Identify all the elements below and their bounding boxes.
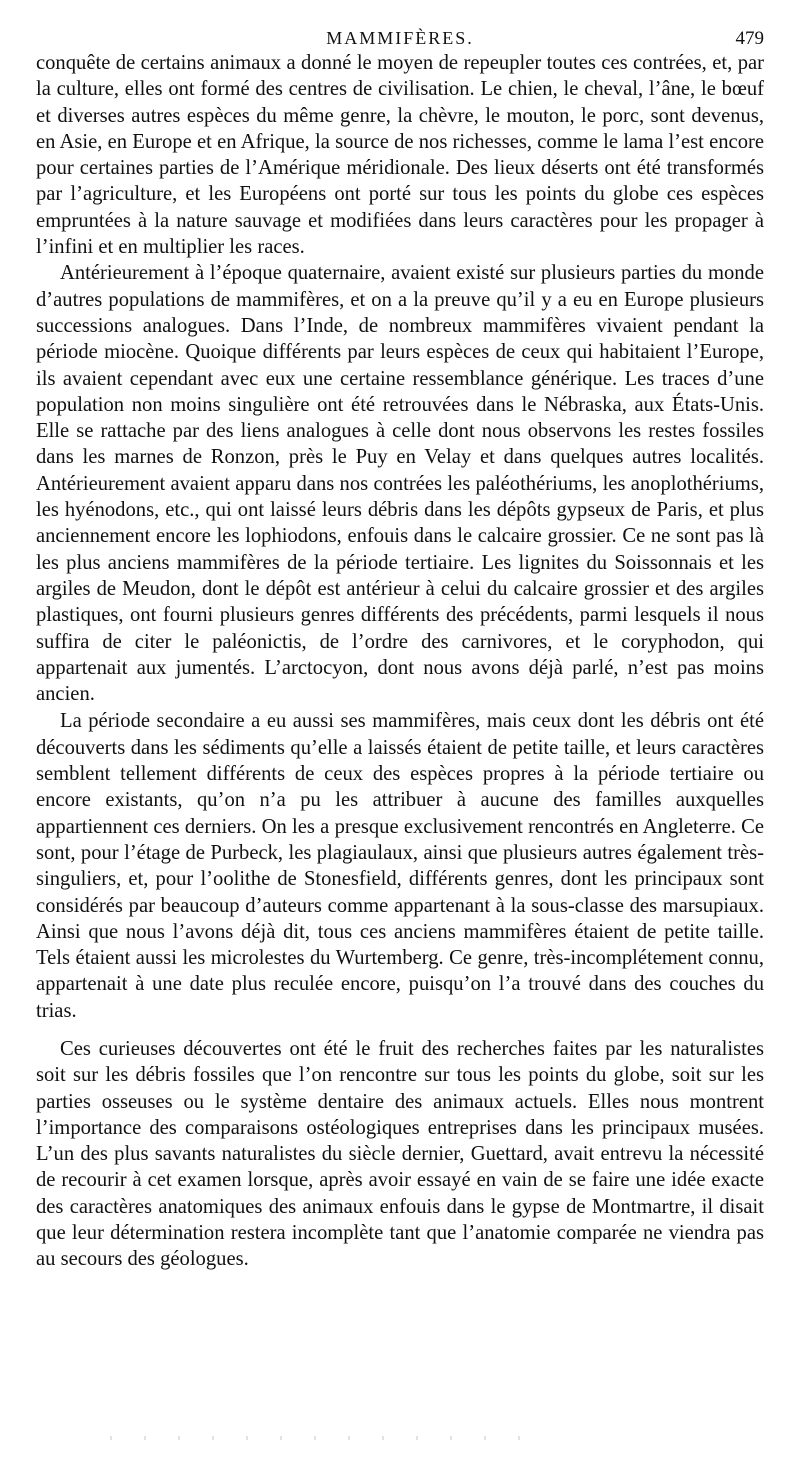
running-title: MAMMIFÈRES. (326, 28, 474, 48)
paragraph-quaternary: Antérieurement à l’époque quaternaire, avaient existé sur plusieurs parties du monde d’autres populations de mammifères, et on a la preuve qu’il y a eu en Europe plusieurs successions analogues. Dans l’Inde, de nombreux mammifères vivaient pendant la période miocène. Quoique différents par leurs espèces de ceux qui habitaient l’Europe, ils avaient cependant avec eux une certaine ressemblance générique. Les traces d’une population non moins singulière ont été retrouvées dans le Nébraska, aux États-Unis. Elle se rattache par des liens analogues à celle dont nous observons les restes fossiles dans les marnes de Ronzon, près le Puy en Velay et dans quelques autres localités. Antérieurement avaient apparu dans nos contrées les paléothériums, les anoplothériums, les hyénodons, etc., qui ont laissé leurs débris dans les dépôts gypseux de Paris, et plus anciennement encore les lophiodons, enfouis dans le calcaire grossier. Ce ne sont pas là les plus anciens mammifères de la période tertiaire. Les lignites du Soissonnais et les argiles de Meudon, dont le dépôt est antérieur à celui du calcaire grossier et des argiles plastiques, ont fourni plusieurs genres différents des précédents, parmi lesquels il nous suffira de citer le paléonictis, de l’ordre des carnivores, et le coryphodon, qui appartenait aux jumentés. L’arctocyon, dont nous avons déjà parlé, n’est pas moins ancien. (36, 262, 764, 706)
book-page (36, 0, 764, 1273)
paragraph-secondary-period: La période secondaire a eu aussi ses mammifères, mais ceux dont les débris ont été découverts dans les sédiments qu’elle a laissés étaient de petite taille, et leurs caractères semblent tellement différents de ceux des espèces propres à la période tertiaire ou encore existants, qu’on n’a pu les attribuer à aucune des familles auxquelles appartiennent ces derniers. On les a presque exclusivement rencontrés en Angleterre. Ce sont, pour l’étage de Purbeck, les plagiaulaux, ainsi que plusieurs autres également très-singuliers, et, pour l’oolithe de Stonesfield, différents genres, dont les principaux sont considérés par beaucoup d’auteurs comme appartenant à la sous-classe des marsupiaux. Ainsi que nous l’avons déjà dit, tous ces anciens mammifères étaient de petite taille. Tels étaient aussi les microlestes du Wurtemberg. Ce genre, très-incomplétement connu, appartenait à une date plus reculée encore, puisqu’on l’a trouvé dans des couches du trias. (36, 710, 764, 1022)
page-number: 479 (735, 28, 764, 49)
scan-specks (110, 1436, 530, 1440)
running-head (36, 0, 764, 50)
paragraph-discoveries: Ces curieuses découvertes ont été le fruit des recherches faites par les naturalistes soit sur les débris fossiles que l’on rencontre sur tous les points du globe, soit sur les parties osseuses ou le système dentaire des animaux actuels. Elles nous montrent l’importance des comparaisons ostéologiques entreprises dans les principaux musées. L’un des plus savants naturalistes du siècle dernier, Guettard, avait entrevu la nécessité de recourir à cet examen lorsque, après avoir essayé en vain de se faire une idée exacte des caractères anatomiques des animaux enfouis dans le gypse de Montmartre, il disait que leur détermination restera incomplète tant que l’anatomie comparée ne viendra pas au secours des géologues. (36, 1037, 764, 1271)
paragraph-continuation: conquête de certains animaux a donné le moyen de repeupler toutes ces contrées, et, par la culture, elles ont formé des centres de civilisation. Le chien, le cheval, l’âne, le bœuf et diverses autres espèces du même genre, la chèvre, le mouton, le porc, sont devenus, en Asie, en Europe et en Afrique, la source de nos richesses, comme le lama l’est encore pour certaines parties de l’Amérique méridionale. Des lieux déserts ont été transformés par l’agriculture, et les Européens ont porté sur tous les points du globe ces espèces empruntées à la nature sauvage et modifiées dans leurs caractères pour les propager à l’infini et en multiplier les races. (36, 52, 764, 259)
body-text (36, 50, 764, 1273)
